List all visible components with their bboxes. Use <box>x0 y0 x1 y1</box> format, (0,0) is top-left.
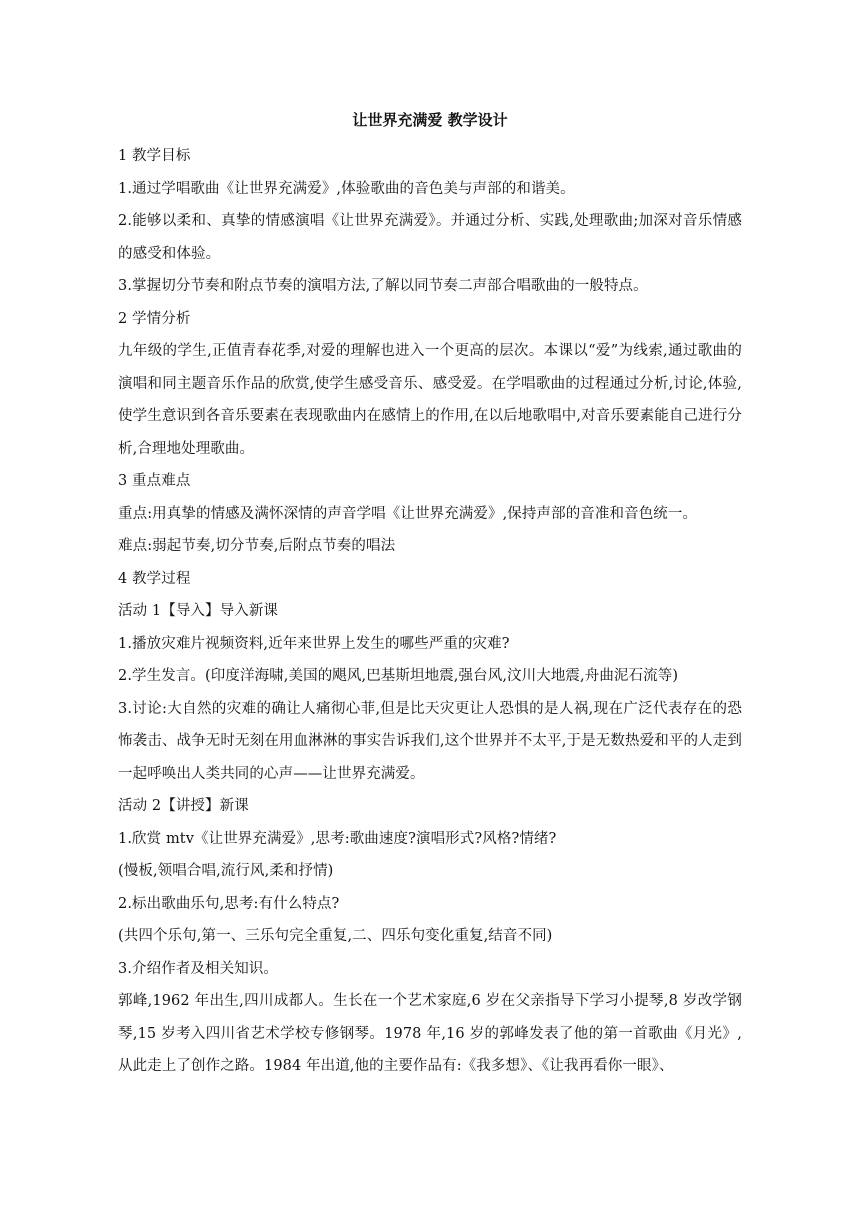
activity-2-heading: 活动 2【讲授】新课 <box>118 798 249 814</box>
activity-2-answer-2: (共四个乐句,第一、三乐句完全重复,二、四乐句变化重复,结音不同) <box>118 928 553 944</box>
goal-item-3: 3.掌握切分节奏和附点节奏的演唱方法,了解以同节奏二声部合唱歌曲的一般特点。 <box>118 278 648 294</box>
document-title: 让世界充满爱 教学设计 <box>352 111 508 129</box>
section-heading-goals: 1 教学目标 <box>118 148 191 164</box>
activity-1-heading: 活动 1【导入】导入新课 <box>118 603 279 619</box>
activity-1-item-1: 1.播放灾难片视频资料,近年来世界上发生的哪些严重的灾难? <box>118 635 510 652</box>
section-heading-analysis: 2 学情分析 <box>118 310 191 327</box>
activity-2-answer-1: (慢板,领唱合唱,流行风,柔和抒情) <box>118 863 334 879</box>
goal-item-1: 1.通过学唱歌曲《让世界充满爱》,体验歌曲的音色美与声部的和谐美。 <box>118 180 575 197</box>
activity-2-item-3: 3.介绍作者及相关知识。 <box>118 960 279 977</box>
activity-2-item-1: 1.欣赏 mtv《让世界充满爱》,思考:歌曲速度?演唱形式?风格?情绪? <box>118 830 557 847</box>
key-point: 重点:用真挚的情感及满怀深情的声音学唱《让世界充满爱》,保持声部的音准和音色统一。 <box>118 505 698 522</box>
goal-item-2: 2.能够以柔和、真挚的情感演唱《让世界充满爱》。并通过分析、实践,处理歌曲;加深对音乐情感的感受和体验。 <box>118 213 742 262</box>
activity-1-item-3: 3.讨论:大自然的灾难的确让人痛彻心菲,但是比天灾更让人恐惧的是人祸,现在广泛代表存在的恐怖袭击、战争无时无刻在用血淋淋的事实告诉我们,这个世界并不太平,于是无数热爱和平的人走到一起呼唤出人类共同的心声——让世界充满爱。 <box>118 700 742 782</box>
difficult-point: 难点:弱起节奏,切分节奏,后附点节奏的唱法 <box>118 538 396 554</box>
activity-1-item-2: 2.学生发言。(印度洋海啸,美国的飓风,巴基斯坦地震,强台风,汶川大地震,舟曲泥石流等) <box>118 668 679 684</box>
section-heading-key-points: 3 重点难点 <box>118 473 191 489</box>
analysis-paragraph: 九年级的学生,正值青春花季,对爱的理解也进入一个更高的层次。本课以“爱”为线索,通过歌曲的演唱和同主题音乐作品的欣赏,使学生感受音乐、感受爱。在学唱歌曲的过程通过分析,讨论,体验,使学生意识到各音乐要素在表现歌曲内在感情上的作用,在以后地歌唱中,对音乐要素能自己进行分析,合理地处理歌曲。 <box>118 343 742 457</box>
section-heading-process: 4 教学过程 <box>118 570 191 587</box>
author-bio-paragraph: 郭峰,1962 年出生,四川成都人。生长在一个艺术家庭,6 岁在父亲指导下学习小提琴,8 岁改学钢琴,15 岁考入四川省艺术学校专修钢琴。1978 年,16 岁的郭峰发表了他的第一首歌曲《月光》,从此走上了创作之路。1984 年出道,他的主要作品有:《我多想》、《让我再看你一眼》、 <box>118 993 742 1074</box>
activity-2-item-2: 2.标出歌曲乐句,思考:有什么特点? <box>118 895 340 912</box>
